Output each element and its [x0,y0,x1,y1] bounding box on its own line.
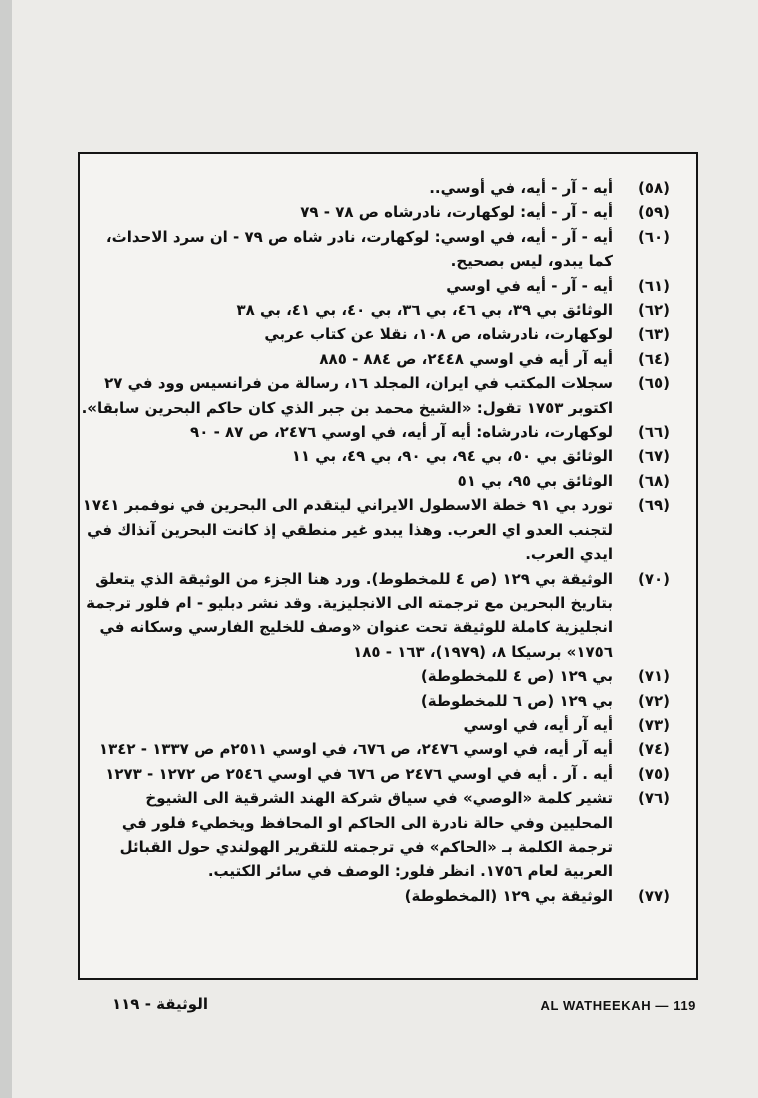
footnote-number: (٥٨) [637,179,670,197]
footnote-text: أيه آر أيه في اوسي ٢٤٤٨، ص ٨٨٤ - ٨٨٥ [319,349,613,368]
footnotes-frame [78,152,698,980]
footnote-text: أيه آر أيه، في اوسي [463,715,613,734]
footnote-text: الوثائق بي ٥٠، بي ٩٤، بي ٩٠، بي ٤٩، بي ١١ [291,447,613,466]
footnote-text: الوثيقة بي ١٢٩ (المخطوطة) [404,886,613,905]
footnote-number: (٦١) [637,276,670,295]
footnote-number: (٦٢) [637,301,670,320]
footnote [80,689,670,713]
footnote [80,786,670,884]
footnote-number: (٧٣) [637,715,670,734]
footnote [80,322,670,346]
footnote-text: لوكهارت، نادرشاه: أيه آر أيه، في اوسي ٢٤٧٦، ص ٨٧ - ٩٠ [190,423,613,442]
footnote-text: تورد بي ٩١ خطة الاسطول الايراني ليتقدم الى البحرين في نوفمبر ١٧٤١ لتجنب العدو اي العرب. وهذا يبدو غير منطقي إذ كانت البحرين آنذاك في ايدي العرب. [82,496,613,564]
footnote-number: (٧٠) [637,569,670,588]
footnote [80,444,670,468]
footnote-text: بي ١٢٩ (ص ٦ للمخطوطة) [420,691,613,710]
footnote-text: الوثائق بي ٩٥، بي ٥١ [457,471,613,490]
footnote-text: أيه - آر - أيه، في أوسي.. [429,179,613,197]
footnote-number: (٧٧) [637,886,670,905]
footnote-number: (٧١) [637,667,670,686]
footer-arabic-page-label: الوثيقة - ١١٩ [112,995,208,1013]
footnote-text: الوثيقة بي ١٢٩ (ص ٤ للمخطوط). ورد هنا الجزء من الوثيقة الذي يتعلق بتاريخ البحرين مع ترجمته الى الانجليزية. وقد نشر دبليو - ام فلور ترجمة انجليزية كاملة للوثيقة تحت عنوان «وصف للخليج الفارسي وسكانه في ١٧٥٦» برسيكا ٨، (١٩٧٩)، ١٦٣ - ١٨٥ [86,569,613,661]
footnote-number: (٥٩) [637,203,670,222]
footnote [80,371,670,420]
footnote [80,567,670,665]
footnote-number: (٦٣) [637,325,670,344]
footnote [80,469,670,493]
footnote-text: تشير كلمة «الوصي» في سياق شركة الهند الشرقية الى الشيوخ المحليين وفي حالة نادرة الى الحاكم او المحافظ ويخطيء فلور في ترجمة الكلمة بـ «الحاكم» في ترجمته للتقرير الهولندي حول القبائل العربية لعام ١٧٥٦. انظر فلور: الوصف في سائر الكتيب. [119,789,613,881]
footnote-number: (٦٧) [637,447,670,466]
footnote [80,225,670,274]
footnote-number: (٦٥) [637,374,670,393]
footnote-number: (٦٤) [637,349,670,368]
footnote [80,298,670,322]
footer-latin-page-label: AL WATHEEKAH — 119 [540,998,696,1013]
footnote [80,200,670,224]
footnote-number: (٧٤) [637,740,670,759]
footnote-text: أيه - آر - أيه في اوسي [446,276,613,295]
footnote-text: سجلات المكتب في ايران، المجلد ١٦، رسالة من فرانسيس وود في ٢٧ اكتوبر ١٧٥٣ تقول: «الشيخ محمد بن جبر الذي كان حاكم البحرين سابقا». [81,374,613,417]
document-page [12,0,758,1098]
footnote [80,737,670,761]
footnote-number: (٦٨) [637,471,670,490]
footnote-text: أيه - آر - أيه، في اوسي: لوكهارت، نادر شاه ص ٧٩ - ان سرد الاحداث، كما يبدو، ليس بصحيح. [105,227,613,271]
footnote-text: لوكهارت، نادرشاه، ص ١٠٨، نقلا عن كتاب عربي [264,325,613,344]
footnote [80,420,670,444]
footnote [80,176,670,200]
footnote-number: (٧٥) [637,764,670,783]
footnote-text: أيه - آر - أيه: لوكهارت، نادرشاه ص ٧٨ - ٧٩ [300,203,613,222]
footnotes-list [80,176,670,908]
footnote [80,347,670,371]
footnote [80,884,670,908]
footnote-number: (٦٩) [637,496,670,515]
footnote [80,762,670,786]
footnote-text: أيه . آر . أيه في اوسي ٢٤٧٦ ص ٦٧٦ في اوسي ٢٥٤٦ ص ١٢٧٢ - ١٢٧٣ [105,764,613,783]
footnote-text: أيه آر أيه، في اوسي ٢٤٧٦، ص ٦٧٦، في اوسي ٢٥١١م ص ١٣٣٧ - ١٣٤٢ [98,740,613,759]
footnote-number: (٧٢) [637,691,670,710]
footnote-number: (٦٠) [637,227,670,246]
footnote-number: (٧٦) [637,789,670,808]
footnote [80,493,670,566]
footnote [80,713,670,737]
footnote-text: بي ١٢٩ (ص ٤ للمخطوطة) [420,667,613,686]
footnote [80,274,670,298]
footnote [80,664,670,688]
footnote-number: (٦٦) [637,423,670,442]
footnote-text: الوثائق بي ٣٩، بي ٤٦، بي ٣٦، بي ٤٠، بي ٤١، بي ٣٨ [236,301,613,320]
